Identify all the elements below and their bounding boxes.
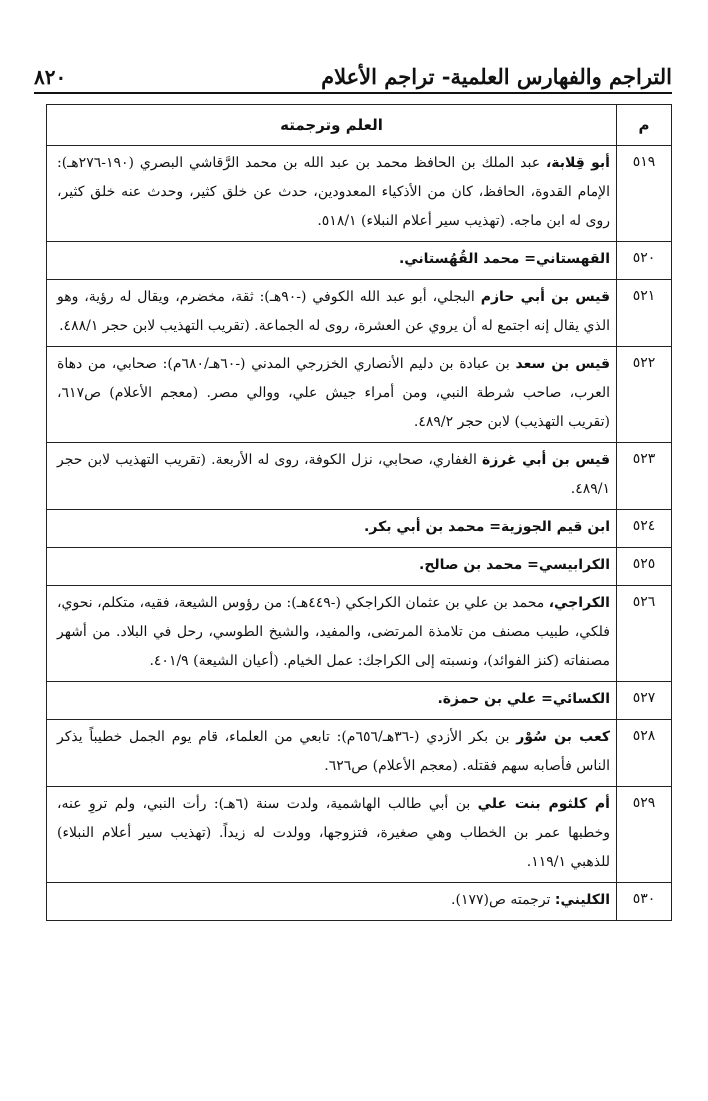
entry-number: ٥١٩: [617, 146, 672, 242]
entry-text: البجلي، أبو عبد الله الكوفي (-٩٠هـ): ثقة، مخضرم، ويقال له رؤية، وهو الذي يقال إنه اجتمع له أن يروي عن العشرة، روى له الجماعة. (تقريب التهذيب لابن حجر ٤٨٨/١.: [57, 289, 610, 334]
entry-biography: [47, 146, 617, 242]
entry-biography: [47, 787, 617, 883]
entry-number: ٥٢٦: [617, 586, 672, 682]
entry-number: ٥٢١: [617, 280, 672, 347]
table-row: [47, 146, 672, 242]
entry-number: ٥٢٨: [617, 720, 672, 787]
entry-name: القهستاني= محمد القُهُستاني.: [398, 251, 610, 267]
table-row: [47, 242, 672, 280]
table-row: [47, 586, 672, 682]
entry-number: ٥٣٠: [617, 883, 672, 921]
table-row: [47, 720, 672, 787]
entry-text: بن عبادة بن دليم الأنصاري الخزرجي المدني (-٦٠هـ/٦٨٠م): صحابي، من دهاة العرب، صاحب شرطة النبي، ومن أمراء جيش علي، ووالي مصر. (معجم الأعلام) ص٦١٧، (تقريب التهذيب) لابن حجر ٤٨٩/٢.: [57, 356, 610, 430]
entry-text: بن أبي طالب الهاشمية، ولدت سنة (٦هـ): رأت النبي، ولم تروِ عنه، وخطبها عمر بن الخطاب وهي صغيرة، فتزوجها، وولدت له زيداً. (تهذيب سير أعلام النبلاء) للذهبي ١١٩/١.: [57, 796, 610, 870]
entry-biography: [47, 242, 617, 280]
entry-name: أبو قِلابة،: [545, 155, 610, 171]
table-header-row: [47, 105, 672, 146]
entry-biography: [47, 720, 617, 787]
entry-number: ٥٢٣: [617, 443, 672, 510]
entry-number: ٥٢٧: [617, 682, 672, 720]
entry-name: الكرابيسي= محمد بن صالح.: [419, 557, 610, 573]
table-row: [47, 548, 672, 586]
table-row: [47, 787, 672, 883]
entry-number: ٥٢٥: [617, 548, 672, 586]
table-row: [47, 347, 672, 443]
table-row: [47, 443, 672, 510]
entry-biography: [47, 443, 617, 510]
table-row: [47, 280, 672, 347]
entry-name: قيس بن أبي حازم: [480, 289, 610, 305]
column-header-biography: العلم وترجمته: [47, 105, 617, 146]
entry-number: ٥٢٩: [617, 787, 672, 883]
entry-biography: [47, 586, 617, 682]
table-row: [47, 682, 672, 720]
entry-name: الكراجي،: [548, 595, 610, 611]
table-row: [47, 510, 672, 548]
page-number: ٨٢٠: [34, 65, 67, 89]
page-header: [34, 58, 672, 94]
entry-biography: [47, 682, 617, 720]
entry-text: عبد الملك بن الحافظ محمد بن عبد الله بن محمد الرَّقاشي البصري (١٩٠-٢٧٦هـ): الإمام القدوة، الحافظ، كان من الأذكياء المعدودين، حدث عن خلق كثير، وحدث عنه خلق كثير، روى له ابن ماجه. (تهذيب سير أعلام النبلاء) ٥١٨/١.: [57, 155, 610, 229]
entry-name: كعب بن سُوْر: [516, 729, 610, 745]
column-header-number: م: [617, 105, 672, 146]
entry-name: قيس بن أبي غرزة: [481, 452, 610, 468]
entry-number: ٥٢٢: [617, 347, 672, 443]
entry-name: ابن قيم الجوزية= محمد بن أبي بكر.: [364, 519, 610, 535]
entry-biography: [47, 548, 617, 586]
entry-text: ترجمته ص(١٧٧).: [451, 892, 555, 908]
entry-biography: [47, 280, 617, 347]
running-title: التراجم والفهارس العلمية- تراجم الأعلام: [321, 64, 672, 89]
entry-text: الغفاري، صحابي، نزل الكوفة، روى له الأربعة. (تقريب التهذيب لابن حجر ٤٨٩/١.: [57, 452, 610, 497]
entry-biography: [47, 347, 617, 443]
entry-number: ٥٢٤: [617, 510, 672, 548]
entry-text: محمد بن علي بن عثمان الكراجكي (-٤٤٩هـ): من رؤوس الشيعة، فقيه، متكلم، نحوي، فلكي، طبيب مصنف من تلامذة المرتضى، والمفيد، والشيخ الطوسي، رحل في البلاد. من أشهر مصنفاته (كنز الفوائد)، ونسبته إلى الكراجك: عمل الخيام. (أعيان الشيعة) ٤٠١/٩.: [57, 595, 610, 669]
entry-name: الكليني:: [554, 892, 610, 908]
entry-biography: [47, 510, 617, 548]
biographies-table: [46, 104, 672, 921]
entry-number: ٥٢٠: [617, 242, 672, 280]
table-row: [47, 883, 672, 921]
entry-name: أم كلثوم بنت علي: [477, 796, 610, 812]
entry-name: الكسائي= علي بن حمزة.: [437, 691, 610, 707]
entry-text: بن بكر الأزدي (-٣٦هـ/٦٥٦م): تابعي من العلماء، قام يوم الجمل خطيباً يذكر الناس فأصابه سهم فقتله. (معجم الأعلام) ص٦٢٦.: [57, 729, 610, 774]
entry-biography: [47, 883, 617, 921]
entry-name: قيس بن سعد: [515, 356, 610, 372]
